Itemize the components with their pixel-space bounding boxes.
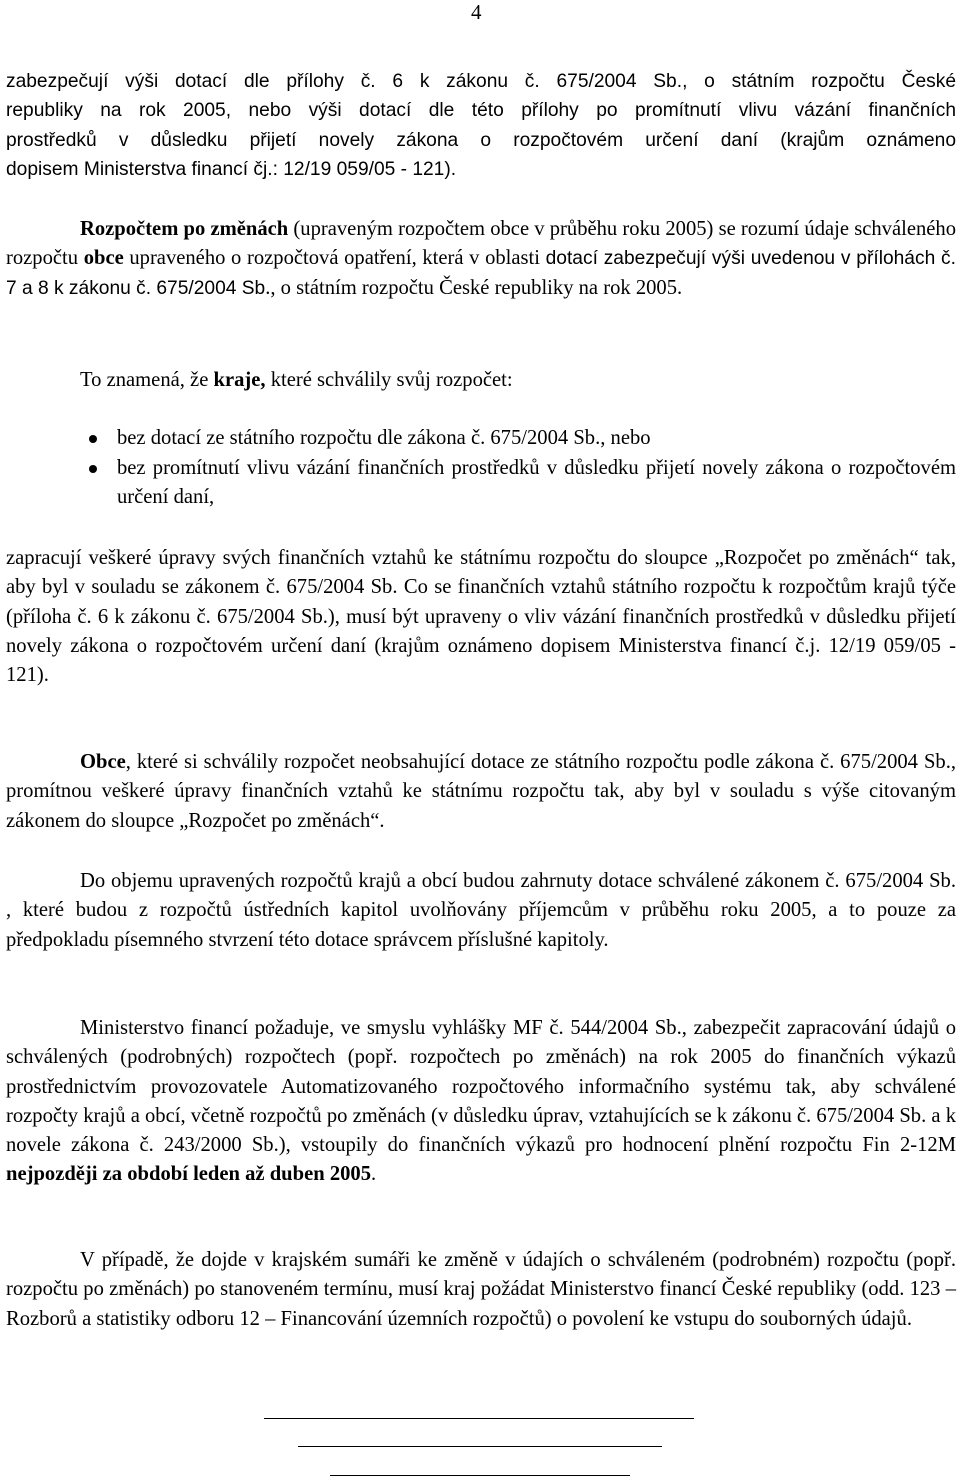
p5-text: , které si schválily rozpočet neobsahující dotace ze státního rozpočtu podle zákona č. 675/2004 Sb., promítnou veškeré úpravy finančních vztahů ke státnímu rozpočtu tak, aby byl v souladu s výše citovaným zákonem do sloupce „Rozpočet po změnách“. <box>6 751 956 832</box>
term-rozpocet-po-zmenach: Rozpočtem po změnách <box>80 218 289 240</box>
term-obce: obce <box>83 247 124 270</box>
p1-line-2: republiky na rok 2005, nebo výši dotací dle této přílohy po promítnutí vlivu vázání finančních <box>6 100 956 122</box>
paragraph-zapracuji: zapracují veškeré úpravy svých finančních vztahů ke státnímu rozpočtu do sloupce „Rozpočet po změnách“ tak, aby byl v souladu se zákonem č. 675/2004 Sb. Co se finančních vztahů státního rozpočtu k rozpočtům krajů týče (příloha č. 6 k zákonu č. 675/2004 Sb.), musí být upraveny o vliv vázání finančních prostředků v důsledku přijetí novely zákona o rozpočtovém určení daní (krajům oznámeno dopisem Ministerstva financí č.j. 12/19 059/05 - 121). <box>6 547 956 687</box>
divider-line-3 <box>330 1475 630 1476</box>
bullet-icon <box>89 435 97 443</box>
p3-text-1: To znamená, že <box>80 369 214 391</box>
p1-line-3: prostředků v důsledku přijetí novely zákona o rozpočtovém určení daní (krajům oznámeno <box>6 129 956 151</box>
page-number: 4 <box>471 0 482 24</box>
divider-line-2 <box>298 1446 662 1447</box>
paragraph-ministerstvo <box>6 1014 956 1190</box>
paragraph-krajsky-sumar: V případě, že dojde v krajském sumáři ke změně v údajích o schváleném (podrobném) rozpočtu (popř. rozpočtu po změnách) po stanoveném termínu, musí kraj požádat Ministerstvo financí České republiky (odd. 123 – Rozborů a statistiky odboru 12 – Financování územních rozpočtů) o povolení ke vstupu do souborných údajů. <box>6 1249 956 1330</box>
term-kraje: kraje, <box>213 369 266 391</box>
term-deadline: nejpozději za období leden až duben 2005 <box>6 1163 372 1186</box>
paragraph-continuation <box>6 67 956 184</box>
bullet-item-2: bez promítnutí vlivu vázání finančních prostředků v důsledku přijetí novely zákona o rozpočtovém určení daní, <box>117 457 956 509</box>
p1-line-1: zabezpečují výši dotací dle přílohy č. 6 k zákonu č. 675/2004 Sb., o státním rozpočtu České <box>6 71 956 92</box>
term-obce-heading: Obce <box>80 751 126 773</box>
p7-text: Ministerstvo financí požaduje, ve smyslu vyhlášky MF č. 544/2004 Sb., zabezpečit zapracování údajů o schválených (podrobných) rozpočtech (popř. rozpočtech po změnách) na rok 2005 do finančních výkazů prostřednictvím provozovatele Automatizovaného rozpočtového informačního systému tak, aby schválené rozpočty krajů a obcí, včetně rozpočtů po změnách (v důsledku úprav, vztahujících se k zákonu č. 675/2004 Sb. a k novele zákona č. 243/2000 Sb.), vstoupily do finančních výkazů pro hodnocení plnění rozpočtu Fin 2-12M <box>6 1017 956 1157</box>
p2-text-1: (upraveným rozpočtem obce v průběhu roku 2005) se rozumí údaje schváleného rozpočtu <box>6 218 956 270</box>
paragraph-kraje <box>6 366 956 395</box>
p7-end: . <box>371 1163 377 1186</box>
p3-text-2: které schválily svůj rozpočet: <box>265 369 513 391</box>
paragraph-obce <box>6 748 956 836</box>
p2-sans-text: dotací zabezpečují výši uvedenou v přílohách č. 7 a 8 k zákonu č. 675/2004 Sb <box>6 248 956 299</box>
bullet-item-1: bez dotací ze státního rozpočtu dle zákona č. 675/2004 Sb., nebo <box>117 427 651 449</box>
bullet-icon <box>89 465 97 473</box>
p1-line-4: dopisem Ministerstva financí čj.: 12/19 059/05 - 121). <box>6 158 457 180</box>
p2-text-3: ., o státním rozpočtu České republiky na rok 2005. <box>265 276 683 299</box>
paragraph-dotace: Do objemu upravených rozpočtů krajů a obcí budou zahrnuty dotace schválené zákonem č. 675/2004 Sb. , které budou z rozpočtů ústředních kapitol uvolňovány příjemcům v průběhu roku 2005, a to pouze za předpokladu písemného stvrzení této dotace správcem příslušné kapitoly. <box>6 870 956 951</box>
p2-text-2: upraveného o rozpočtová opatření, která v oblasti <box>123 247 546 270</box>
divider-line-1 <box>264 1418 694 1419</box>
paragraph-rozpocet-po-zmenach <box>6 215 956 303</box>
